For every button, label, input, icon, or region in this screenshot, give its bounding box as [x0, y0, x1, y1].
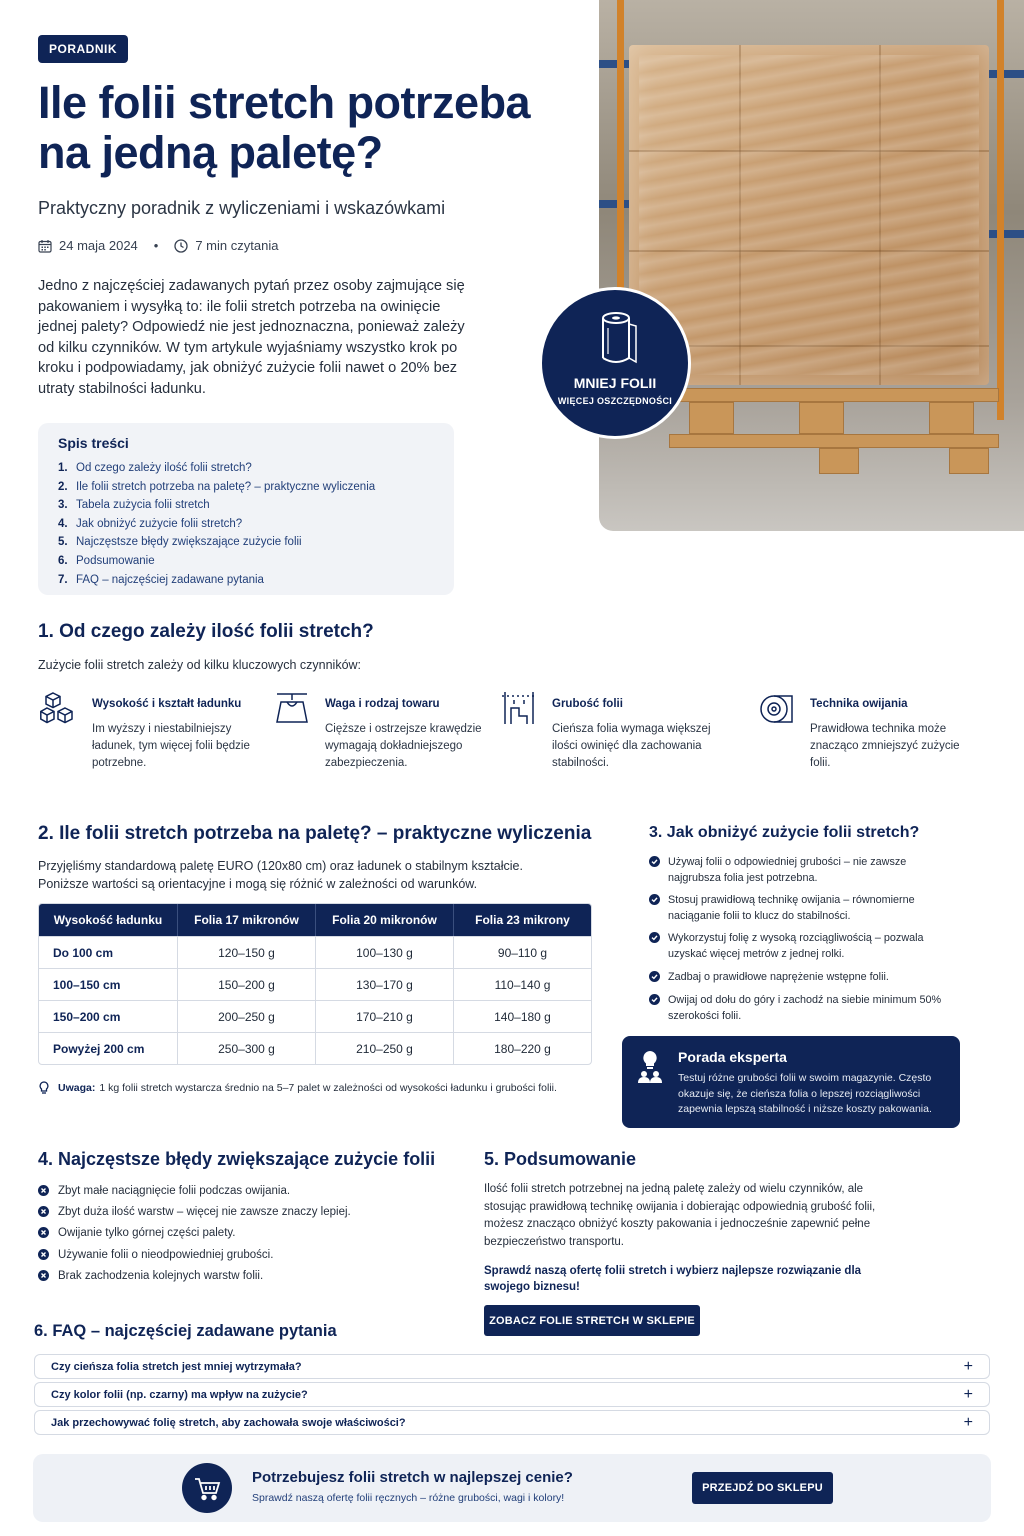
x-circle-icon	[38, 1227, 49, 1238]
table-header-row	[39, 904, 591, 936]
errors-list	[38, 1183, 351, 1289]
read-time: 7 min czytania	[195, 238, 279, 253]
expert-text: Testuj różne grubości folii w swoim magazynie. Często okazuje się, że cieńsza folia o lepszej rozciągliwości zapewnia lepszą stabilność i niższe koszty pakowania.	[678, 1072, 932, 1115]
tip-item	[649, 892, 949, 924]
toc-link[interactable]: Najczęstsze błędy zwiększające zużycie folii	[76, 536, 302, 549]
section3-heading: 3. Jak obniżyć zużycie folii stretch?	[649, 824, 920, 841]
table-cell: 110–140 g	[454, 968, 591, 1000]
table-cell: 180–220 g	[454, 1032, 591, 1064]
summary-text: Ilość folii stretch potrzebnej na jedną paletę zależy od wielu czynników, ale stosując prawidłową technikę owijania i dobierając odpowiednią grubość folii, możesz znacząco obniżyć koszty pakowania i jednocześnie zapewnić pełne bezpieczeństwo transportu.	[484, 1183, 876, 1248]
column-header: Folia 17 mikronów	[178, 904, 316, 936]
footer-cta-text: Sprawdź naszą ofertę folii ręcznych – różne grubości, wagi i kolory!	[252, 1492, 565, 1504]
clock-icon	[174, 239, 188, 253]
error-item	[38, 1204, 351, 1225]
faq-item[interactable]	[34, 1354, 990, 1379]
faq-question: Czy cieńsza folia stretch jest mniej wytrzymała?	[51, 1360, 302, 1373]
savings-badge	[539, 287, 691, 439]
table-row	[39, 936, 591, 968]
check-icon	[649, 971, 660, 982]
shop-stretch-film-button[interactable]: ZOBACZ FOLIE STRETCH W SKLEPIE	[484, 1305, 700, 1336]
toc-item[interactable]	[58, 533, 434, 552]
calendar-icon	[38, 239, 52, 253]
section1-heading: 1. Od czego zależy ilość folii stretch?	[38, 621, 374, 642]
go-to-shop-button[interactable]: PRZEJDŹ DO SKLEPU	[692, 1472, 833, 1504]
tip-item	[649, 969, 949, 985]
error-item	[38, 1268, 351, 1289]
hero-pallet-photo	[599, 0, 1024, 531]
table-cell: 200–250 g	[178, 1000, 316, 1032]
note-label: Uwaga:	[58, 1082, 96, 1094]
faq-question: Czy kolor folii (np. czarny) ma wpływ na zużycie?	[51, 1388, 308, 1401]
table-cell: 250–300 g	[178, 1032, 316, 1064]
check-icon	[649, 856, 660, 867]
wrap-technique-icon	[758, 690, 796, 728]
table-cell: Do 100 cm	[39, 936, 178, 968]
table-cell: 100–130 g	[316, 936, 454, 968]
film-roll-icon	[596, 310, 640, 366]
toc-number: 4.	[58, 517, 68, 530]
factor-title: Technika owijania	[810, 698, 908, 710]
savings-badge-line2: WIĘCEJ OSZCZĘDNOŚCI	[557, 396, 673, 406]
table-cell: 100–150 cm	[39, 968, 178, 1000]
table-cell: 150–200 cm	[39, 1000, 178, 1032]
tip-text: Używaj folii o odpowiedniej grubości – nie zawsze najgrubsza folia jest potrzebna.	[668, 856, 907, 884]
column-header: Folia 20 mikronów	[316, 904, 454, 936]
table-cell: Powyżej 200 cm	[39, 1032, 178, 1064]
factor-title: Waga i rodzaj towaru	[325, 698, 440, 710]
table-row	[39, 1032, 591, 1064]
error-text: Używanie folii o nieodpowiedniej grubości.	[58, 1248, 274, 1261]
tip-item	[649, 930, 949, 962]
savings-badge-line1: MNIEJ FOLII	[573, 375, 657, 391]
toc-title: Spis treści	[58, 435, 129, 451]
toc-item[interactable]	[58, 515, 434, 534]
error-text: Brak zachodzenia kolejnych warstw folii.	[58, 1269, 264, 1282]
toc-item[interactable]	[58, 459, 434, 478]
section4-heading: 4. Najczęstsze błędy zwiększające zużycie folii	[38, 1149, 436, 1169]
error-item	[38, 1225, 351, 1246]
faq-item[interactable]	[34, 1410, 990, 1435]
column-header: Wysokość ładunku	[39, 904, 178, 936]
factor-desc: Im wyższy i niestabilniejszy ładunek, tym więcej folii będzie potrzebne.	[92, 723, 250, 769]
plus-icon[interactable]: +	[963, 1413, 973, 1431]
category-badge: PORADNIK	[38, 35, 128, 63]
factor-desc: Cieńsza folia wymaga większej ilości owinięć dla zachowania stabilności.	[552, 723, 711, 769]
footer-cta-title: Potrzebujesz folii stretch w najlepszej cenie?	[252, 1469, 573, 1486]
plus-icon[interactable]: +	[963, 1385, 973, 1403]
cart-icon-circle	[182, 1463, 232, 1513]
usage-note	[38, 1081, 557, 1095]
column-header: Folia 23 mikrony	[454, 904, 591, 936]
intro-paragraph: Jedno z najczęściej zadawanych pytań przez osoby zajmujące się pakowaniem i wysyłką to: ile folii stretch potrzeba na owinięcie jednej palety? Odpowiedź nie jest jednoznaczna, ponieważ zależy od kilku czynników. W tym artykule wyjaśniamy wszystko krok po kroku i podpowiadamy, jak obniżyć zużycie folii nawet o 20% bez utraty stabilności ładunku.	[38, 278, 465, 397]
error-text: Zbyt małe naciągnięcie folii podczas owijania.	[58, 1185, 291, 1197]
toc-item[interactable]	[58, 478, 434, 497]
toc-number: 5.	[58, 536, 68, 549]
usage-table	[38, 903, 592, 1065]
table-row	[39, 1000, 591, 1032]
lightbulb-icon	[38, 1081, 50, 1095]
section5-heading: 5. Podsumowanie	[484, 1149, 637, 1169]
section1-lead: Zużycie folii stretch zależy od kilku kluczowych czynników:	[38, 658, 362, 672]
plus-icon[interactable]: +	[963, 1357, 973, 1375]
section2-heading: 2. Ile folii stretch potrzeba na paletę? – praktyczne wyliczenia	[38, 823, 592, 844]
toc-link[interactable]: Jak obniżyć zużycie folii stretch?	[76, 517, 243, 530]
table-cell: 120–150 g	[178, 936, 316, 968]
toc-number: 6.	[58, 554, 68, 567]
toc-item[interactable]	[58, 496, 434, 515]
tip-item	[649, 854, 949, 886]
expert-title: Porada eksperta	[678, 1049, 787, 1065]
toc-link[interactable]: Podsumowanie	[76, 554, 155, 567]
page-subtitle: Praktyczny poradnik z wyliczeniami i wskazówkami	[38, 198, 446, 218]
toc-number: 7.	[58, 573, 68, 586]
tip-text: Zadbaj o prawidłowe naprężenie wstępne folii.	[668, 971, 889, 983]
x-circle-icon	[38, 1206, 49, 1217]
note-text: 1 kg folii stretch wystarcza średnio na 5–7 palet w zależności od wysokości ładunku i grubości folii.	[99, 1082, 557, 1094]
check-icon	[649, 994, 660, 1005]
table-row	[39, 968, 591, 1000]
factor-desc: Prawidłowa technika może znacząco zmniejszyć zużycie folii.	[810, 723, 960, 769]
error-item	[38, 1247, 351, 1268]
toc-link[interactable]: FAQ – najczęściej zadawane pytania	[76, 573, 264, 586]
table-cell: 170–210 g	[316, 1000, 454, 1032]
page-title-line2: na jedną paletę?	[38, 127, 383, 178]
weight-icon	[273, 690, 311, 728]
toc-link[interactable]: Tabela zużycia folii stretch	[76, 499, 210, 512]
x-circle-icon	[38, 1185, 49, 1196]
thickness-icon	[500, 690, 538, 728]
toc-number: 3.	[58, 499, 68, 512]
expert-lightbulb-icon	[636, 1050, 664, 1084]
toc-number: 2.	[58, 480, 68, 493]
table-of-contents	[38, 423, 454, 595]
toc-number: 1.	[58, 462, 68, 474]
publish-date: 24 maja 2024	[59, 238, 138, 253]
table-cell: 210–250 g	[316, 1032, 454, 1064]
summary-cta-text: Sprawdź naszą ofertę folii stretch i wybierz najlepsze rozwiązanie dla swojego biznesu!	[484, 1265, 862, 1293]
expert-tip-box	[622, 1036, 960, 1128]
tip-text: Stosuj prawidłową technikę owijania – równomierne naciąganie folii to klucz do stabilności.	[668, 894, 915, 922]
page-title-line1: Ile folii stretch potrzeba	[38, 77, 531, 128]
factor-title: Wysokość i kształt ładunku	[92, 698, 242, 710]
footer-cta-banner	[33, 1454, 991, 1522]
table-cell: 90–110 g	[454, 936, 591, 968]
toc-item[interactable]	[58, 571, 434, 590]
boxes-icon	[40, 690, 78, 728]
check-icon	[649, 932, 660, 943]
check-icon	[649, 894, 660, 905]
table-cell: 140–180 g	[454, 1000, 591, 1032]
x-circle-icon	[38, 1270, 49, 1281]
factor-title: Grubość folii	[552, 698, 623, 710]
tip-item	[649, 992, 949, 1024]
tip-text: Owijaj od dołu do góry i zachodź na siebie minimum 50% szerokości folii.	[668, 994, 942, 1022]
error-text: Owijanie tylko górnej części palety.	[58, 1227, 236, 1240]
section2-lead1: Przyjęliśmy standardową paletę EURO (120x80 cm) oraz ładunek o stabilnym kształcie.	[38, 859, 523, 873]
tip-text: Wykorzystuj folię z wysoką rozciągliwością – pozwala uzyskać więcej metrów z jednej rolki.	[668, 932, 924, 960]
toc-link[interactable]: Od czego zależy ilość folii stretch?	[76, 462, 252, 474]
faq-question: Jak przechowywać folię stretch, aby zachowała swoje właściwości?	[51, 1416, 406, 1429]
table-cell: 130–170 g	[316, 968, 454, 1000]
toc-item[interactable]	[58, 552, 434, 571]
toc-link[interactable]: Ile folii stretch potrzeba na paletę? – praktyczne wyliczenia	[76, 480, 376, 493]
faq-heading: 6. FAQ – najczęściej zadawane pytania	[34, 1322, 337, 1340]
faq-item[interactable]	[34, 1382, 990, 1407]
cart-icon	[182, 1463, 232, 1513]
meta-separator: •	[153, 238, 159, 253]
factor-desc: Cięższe i ostrzejsze krawędzie wymagają dokładniejszego zabezpieczenia.	[325, 723, 482, 769]
article-meta	[38, 238, 278, 253]
error-item	[38, 1183, 351, 1204]
table-cell: 150–200 g	[178, 968, 316, 1000]
error-text: Zbyt duża ilość warstw – więcej nie zawsze znaczy lepiej.	[58, 1206, 351, 1219]
section2-lead2: Poniższe wartości są orientacyjne i mogą się różnić w zależności od warunków.	[38, 877, 478, 891]
page-title	[38, 78, 598, 178]
x-circle-icon	[38, 1249, 49, 1260]
